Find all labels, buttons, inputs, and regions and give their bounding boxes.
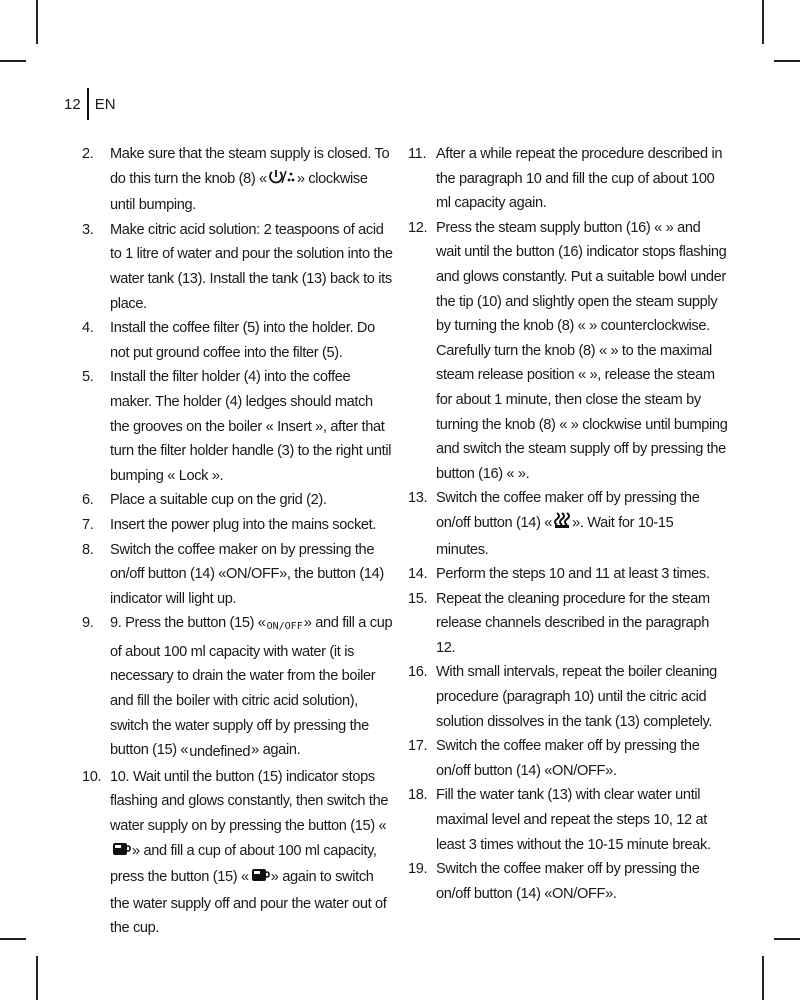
step-number: 19.	[408, 861, 428, 878]
step-text: Switch the coffee maker off by pressing the on/off button (14) «ON/OFF».	[436, 861, 700, 902]
list-item	[408, 587, 728, 661]
list-item	[408, 660, 728, 734]
step-text: Switch the coffee maker off by pressing the on/off button (14) «ON/OFF».	[436, 738, 700, 779]
step-number: 6.	[82, 492, 94, 509]
steam-supply-button-icon	[553, 511, 571, 538]
step-text: Switch the coffee maker off by pressing the on/off button (14) « ». Wait for 10-15 minutes.	[436, 490, 700, 558]
list-item	[82, 513, 394, 538]
crop-mark	[774, 938, 800, 940]
water-supply-button-icon	[111, 841, 131, 866]
left-column	[82, 142, 394, 941]
step-number: 17.	[408, 738, 428, 755]
undefined: undefined	[189, 744, 251, 761]
step-number: 11.	[408, 146, 427, 162]
step-text: Install the filter holder (4) into the coffee maker. The holder (4) ledges should match the grooves on the boiler « Insert », after that turn the filter holder handle (3) to the right until bumping « Lock ».	[110, 369, 392, 484]
steps-list	[82, 142, 394, 941]
step-text: Make citric acid solution: 2 teaspoons of acid to 1 litre of water and pour the solution into the water tank (13). Install the tank (13) back to its place.	[110, 221, 393, 312]
list-item	[408, 216, 728, 487]
water-supply-button-icon	[250, 867, 270, 892]
list-item	[408, 486, 728, 562]
step-text: Insert the power plug into the mains socket.	[110, 516, 377, 533]
step-number: 2.	[82, 146, 94, 162]
step-text: After a while repeat the procedure described in the paragraph 10 and fill the cup of about 100 ml capacity again.	[436, 146, 723, 212]
page-header	[64, 88, 116, 120]
step-text: Fill the water tank (13) with clear water until maximal level and repeat the steps 10, 12 at least 3 times without the 10-15 minute break.	[436, 787, 711, 853]
step-text: 10. Wait until the button (15) indicator stops flashing and glows constantly, then switch the water supply on by pressing the button (15) «» and fill a cup of about 100 ml capacity, press the button (15) « » again to switch the water supply off and pour the water out of the cup.	[110, 768, 389, 937]
crop-mark	[762, 0, 764, 44]
list-item	[82, 611, 394, 765]
step-number: 7.	[82, 516, 94, 533]
list-item	[408, 562, 728, 587]
step-number: 16.	[408, 664, 428, 681]
step-text: Make sure that the steam supply is closed. To do this turn the knob (8) « » clockwise until bumping.	[110, 146, 390, 214]
step-number: 3.	[82, 221, 94, 238]
step-text: With small intervals, repeat the boiler cleaning procedure (paragraph 10) until the citric acid solution dissolves in the tank (13) completely.	[436, 664, 717, 730]
step-number: 12.	[408, 219, 428, 236]
step-text: Switch the coffee maker on by pressing the on/off button (14) «ON/OFF», the button (14) indicator will light up.	[110, 541, 384, 607]
step-number: 5.	[82, 369, 94, 386]
crop-mark	[0, 60, 26, 62]
on-off-button-icon: ON/OFF	[266, 621, 303, 633]
crop-mark	[762, 956, 764, 1000]
step-number: 8.	[82, 541, 94, 558]
list-item	[82, 538, 394, 612]
page-number: 12	[64, 95, 81, 113]
list-item	[82, 316, 394, 365]
crop-mark	[0, 938, 26, 940]
header-divider	[87, 88, 89, 120]
step-number: 18.	[408, 787, 428, 804]
steam-knob-icon	[268, 169, 296, 194]
crop-mark	[36, 956, 38, 1000]
step-number: 15.	[408, 590, 428, 607]
step-text: Press the steam supply button (16) « » and wait until the button (16) indicator stops flashing and glows constantly. Put a suitable bowl under the tip (10) and slightly open the steam supply by turning the knob (8) « » counterclockwise. Carefully turn the knob (8) « » to the maximal steam release position « », release the steam for about 1 minute, then close the steam by turning the knob (8) « » clockwise until bumping and switch the steam supply off by pressing the button (16) « ».	[436, 219, 728, 482]
crop-mark	[36, 0, 38, 44]
list-item	[82, 365, 394, 488]
crop-mark	[774, 60, 800, 62]
step-text: 9. Press the button (15) «ON/OFF» and fill a cup of about 100 ml capacity with water (it is necessary to drain the water from the boiler and fill the boiler with citric acid solution), switch the water supply off by pressing the button (15) «undefined» again.	[110, 611, 394, 765]
step-text: Install the coffee filter (5) into the holder. Do not put ground coffee into the filter (5).	[110, 320, 375, 361]
list-item	[82, 488, 394, 513]
step-number: 13.	[408, 490, 428, 507]
step-text: Perform the steps 10 and 11 at least 3 times.	[436, 566, 710, 583]
list-item	[82, 218, 394, 316]
step-number: 14.	[408, 566, 428, 583]
steps-list	[408, 142, 728, 906]
step-number: 10.	[82, 768, 102, 785]
step-number: 4.	[82, 320, 94, 337]
list-item	[408, 734, 728, 783]
language-label: EN	[94, 95, 116, 113]
list-item	[82, 765, 394, 941]
list-item	[408, 783, 728, 857]
list-item	[82, 142, 394, 218]
step-number: 9.	[82, 615, 94, 632]
list-item	[408, 142, 728, 216]
list-item	[408, 857, 728, 906]
step-text: Place a suitable cup on the grid (2).	[110, 492, 327, 509]
step-text: Repeat the cleaning procedure for the steam release channels described in the paragraph 12.	[436, 590, 710, 656]
right-column	[408, 142, 728, 906]
